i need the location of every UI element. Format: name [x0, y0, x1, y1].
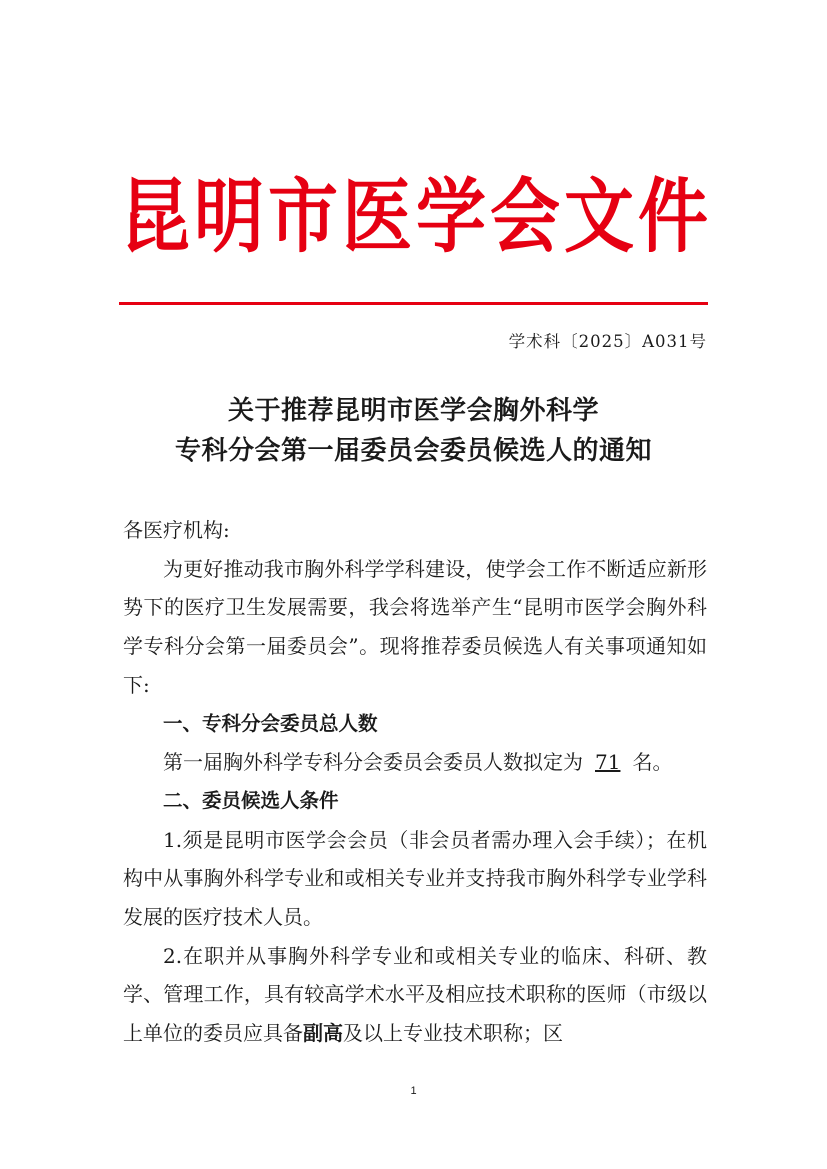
section-1-paragraph [123, 743, 707, 782]
document-number: 学术科〔2025〕A031号 [508, 332, 707, 351]
condition-item-2-emphasis: 副高 [303, 1021, 343, 1046]
header-char: 件 [638, 169, 708, 265]
intro-paragraph: 为更好推动我市胸外科学学科建设，使学会工作不断适应新形势下的医疗卫生发展需要，我会将选举产生“昆明市医学会胸外科学专科分会第一届委员会”。现将推荐委员候选人有关事项通知如下: [123, 556, 707, 697]
header-char: 会 [490, 169, 560, 265]
section-1-text: 第一届胸外科学专科分会委员会委员人数拟定为 [163, 750, 583, 775]
document-header [120, 169, 708, 265]
header-char: 市 [268, 169, 338, 265]
section-2-heading: 二、委员候选人条件 [163, 788, 339, 812]
header-char: 学 [416, 169, 486, 265]
member-count: 71 [595, 750, 621, 775]
header-char: 明 [194, 169, 264, 265]
condition-item-2-text: 2.在职并从事胸外科学专业和或相关专业的临床、科研、教学、管理工作，具有较高学术水平及相应技术职称的医师（市级以上单位的委员应具备 [123, 943, 707, 1046]
condition-item-2-text-end: 及以上专业技术职称；区 [343, 1021, 563, 1046]
header-char: 昆 [120, 169, 190, 265]
document-title-line-2: 专科分会第一届委员会委员候选人的通知 [174, 436, 652, 466]
header-char: 医 [342, 169, 412, 265]
section-1-heading: 一、专科分会委员总人数 [163, 711, 378, 735]
section-1-text-end: 名。 [632, 750, 673, 775]
header-divider [119, 302, 708, 305]
document-title-line-1: 关于推荐昆明市医学会胸外科学 [227, 396, 599, 426]
header-char: 文 [564, 169, 634, 265]
document-body [123, 511, 707, 1053]
condition-item-1: 1.须是昆明市医学会会员（非会员者需办理入会手续）；在机构中从事胸外科学专业和或相关专业并支持我市胸外科学专业学科发展的医疗技术人员。 [123, 827, 707, 930]
salutation: 各医疗机构: [123, 518, 230, 542]
page-number: 1 [410, 1085, 417, 1097]
condition-item-2 [123, 937, 707, 1053]
